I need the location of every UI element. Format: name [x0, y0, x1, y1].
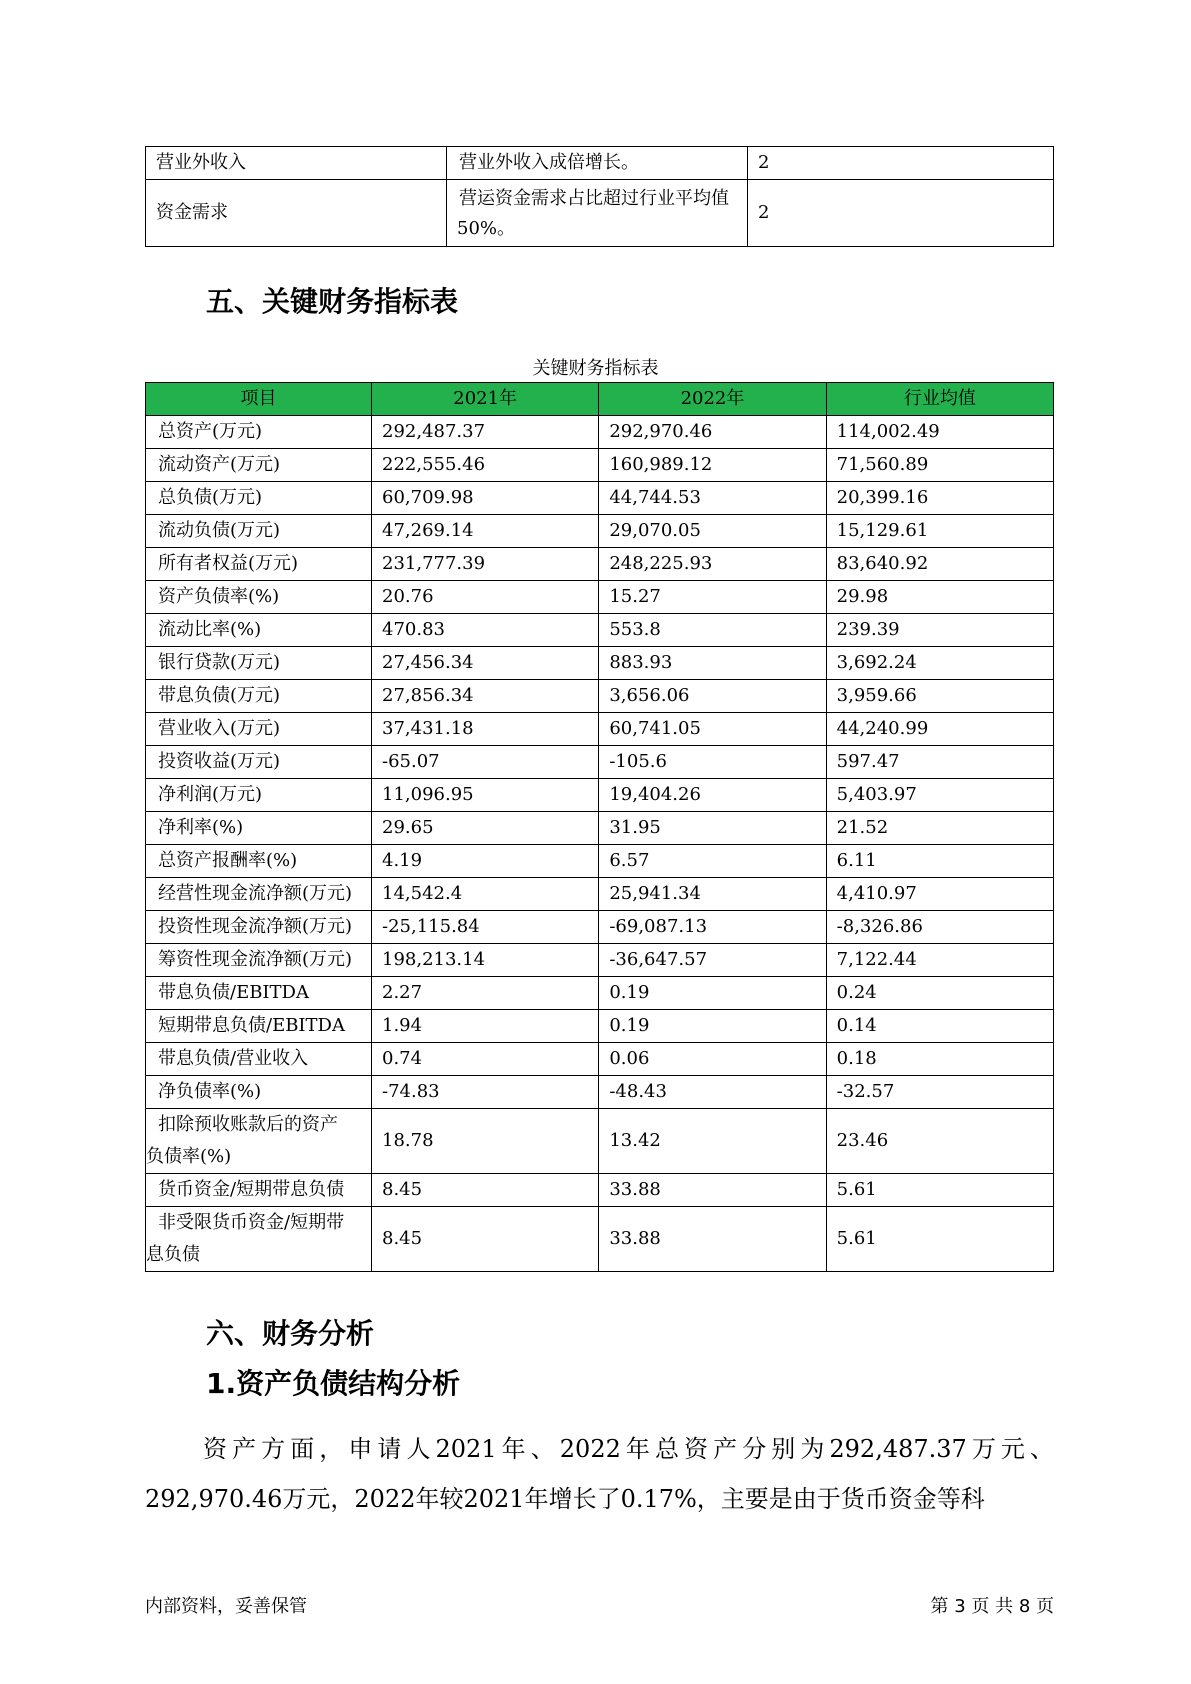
table-row [146, 1207, 1054, 1272]
value-cell-y2021: -25,115.84 [372, 911, 599, 944]
value-cell-y2021: -74.83 [372, 1076, 599, 1109]
value-cell-y2021: 27,856.34 [372, 680, 599, 713]
value-cell-y2022: 31.95 [599, 812, 826, 845]
column-header: 项目 [146, 383, 372, 416]
body-paragraph: 资产方面，申请人2021年、2022年总资产分别为292,487.37万元、292,970.46万元，2022年较2021年增长了0.17%，主要是由于货币资金等科 [145, 1435, 1054, 1513]
value-cell-avg: 3,959.66 [826, 680, 1053, 713]
value-cell-y2021: 60,709.98 [372, 482, 599, 515]
value-cell-avg: 7,122.44 [826, 944, 1053, 977]
value-cell-y2021: 8.45 [372, 1207, 599, 1272]
value-cell-y2021: 198,213.14 [372, 944, 599, 977]
value-cell-y2022: 0.19 [599, 977, 826, 1010]
row-label-line: 非受限货币资金/短期带 [158, 1212, 345, 1233]
section-heading: 五、关键财务指标表 [206, 285, 459, 318]
table-row [146, 1174, 1054, 1207]
value-cell-avg: 44,240.99 [826, 713, 1053, 746]
table-row [146, 911, 1054, 944]
row-label: 货币资金/短期带息负债 [146, 1174, 372, 1207]
row-label: 流动比率(%) [146, 614, 372, 647]
risk-indicator-table [145, 146, 1054, 247]
table-row [146, 515, 1054, 548]
value-cell-y2022: 292,970.46 [599, 416, 826, 449]
value-cell-y2022: 15.27 [599, 581, 826, 614]
value-cell-avg: 23.46 [826, 1109, 1053, 1174]
value-cell-avg: 3,692.24 [826, 647, 1053, 680]
value-cell-y2021: 37,431.18 [372, 713, 599, 746]
value-cell-avg: 0.24 [826, 977, 1053, 1010]
section-heading: 六、财务分析 [206, 1317, 375, 1350]
value-cell-y2022: -36,647.57 [599, 944, 826, 977]
value-cell-y2022: 553.8 [599, 614, 826, 647]
value-cell-y2021: 292,487.37 [372, 416, 599, 449]
row-label: 总资产(万元) [146, 416, 372, 449]
value-cell-y2022: -105.6 [599, 746, 826, 779]
table-row [146, 977, 1054, 1010]
value-cell-y2022: 19,404.26 [599, 779, 826, 812]
table-cell: 2 [748, 147, 1054, 180]
row-label [146, 1207, 372, 1272]
row-label [146, 1109, 372, 1174]
value-cell-avg: 6.11 [826, 845, 1053, 878]
value-cell-y2022: 29,070.05 [599, 515, 826, 548]
value-cell-y2021: 47,269.14 [372, 515, 599, 548]
row-label: 投资性现金流净额(万元) [146, 911, 372, 944]
value-cell-y2022: 25,941.34 [599, 878, 826, 911]
table-row [146, 878, 1054, 911]
table-row [146, 416, 1054, 449]
value-cell-y2022: 13.42 [599, 1109, 826, 1174]
row-label-line: 负债率(%) [146, 1146, 232, 1167]
value-cell-avg: 5.61 [826, 1174, 1053, 1207]
value-cell-avg: 15,129.61 [826, 515, 1053, 548]
page-number: 第 3 页 共 8 页 [930, 1596, 1054, 1617]
column-header: 行业均值 [826, 383, 1053, 416]
row-label-line: 息负债 [146, 1244, 200, 1265]
value-cell-y2022: 883.93 [599, 647, 826, 680]
value-cell-avg: 597.47 [826, 746, 1053, 779]
value-cell-y2021: 2.27 [372, 977, 599, 1010]
value-cell-y2021: -65.07 [372, 746, 599, 779]
value-cell-avg: 0.18 [826, 1043, 1053, 1076]
table-row [146, 614, 1054, 647]
table-row [146, 147, 1054, 180]
value-cell-y2021: 14,542.4 [372, 878, 599, 911]
table-row [146, 1043, 1054, 1076]
table-row [146, 548, 1054, 581]
value-cell-y2022: 6.57 [599, 845, 826, 878]
value-cell-y2021: 4.19 [372, 845, 599, 878]
table-row [146, 1010, 1054, 1043]
row-label: 投资收益(万元) [146, 746, 372, 779]
row-label: 流动资产(万元) [146, 449, 372, 482]
table-row [146, 1076, 1054, 1109]
value-cell-y2022: 0.19 [599, 1010, 826, 1043]
value-cell-avg: 21.52 [826, 812, 1053, 845]
value-cell-y2021: 0.74 [372, 1043, 599, 1076]
row-label: 营业收入(万元) [146, 713, 372, 746]
value-cell-y2021: 1.94 [372, 1010, 599, 1043]
table-row [146, 581, 1054, 614]
value-cell-avg: 71,560.89 [826, 449, 1053, 482]
value-cell-avg: 114,002.49 [826, 416, 1053, 449]
value-cell-y2021: 18.78 [372, 1109, 599, 1174]
table-header-row [146, 383, 1054, 416]
value-cell-avg: 83,640.92 [826, 548, 1053, 581]
row-label: 总负债(万元) [146, 482, 372, 515]
table-row [146, 746, 1054, 779]
value-cell-avg: 20,399.16 [826, 482, 1053, 515]
value-cell-y2021: 20.76 [372, 581, 599, 614]
value-cell-avg: 4,410.97 [826, 878, 1053, 911]
table-row [146, 845, 1054, 878]
value-cell-avg: -32.57 [826, 1076, 1053, 1109]
table-cell: 营业外收入成倍增长。 [447, 147, 748, 180]
table-row [146, 482, 1054, 515]
row-label: 经营性现金流净额(万元) [146, 878, 372, 911]
value-cell-avg: 239.39 [826, 614, 1053, 647]
table-row [146, 779, 1054, 812]
value-cell-y2021: 27,456.34 [372, 647, 599, 680]
value-cell-y2022: 33.88 [599, 1207, 826, 1272]
row-label: 资产负债率(%) [146, 581, 372, 614]
value-cell-y2022: -69,087.13 [599, 911, 826, 944]
value-cell-y2022: 60,741.05 [599, 713, 826, 746]
row-label: 净利润(万元) [146, 779, 372, 812]
table-row [146, 812, 1054, 845]
table-row [146, 647, 1054, 680]
column-header: 2021年 [372, 383, 599, 416]
row-label: 所有者权益(万元) [146, 548, 372, 581]
table-cell: 营运资金需求占比超过行业平均值50%。 [447, 180, 748, 247]
row-label: 净负债率(%) [146, 1076, 372, 1109]
value-cell-avg: 0.14 [826, 1010, 1053, 1043]
row-label: 筹资性现金流净额(万元) [146, 944, 372, 977]
value-cell-y2021: 222,555.46 [372, 449, 599, 482]
value-cell-y2022: 160,989.12 [599, 449, 826, 482]
row-label: 银行贷款(万元) [146, 647, 372, 680]
table-row [146, 713, 1054, 746]
value-cell-y2021: 470.83 [372, 614, 599, 647]
table-caption: 关键财务指标表 [532, 358, 659, 379]
table-cell: 2 [748, 180, 1054, 247]
value-cell-y2022: 3,656.06 [599, 680, 826, 713]
row-label: 带息负债/营业收入 [146, 1043, 372, 1076]
value-cell-y2021: 8.45 [372, 1174, 599, 1207]
value-cell-avg: 29.98 [826, 581, 1053, 614]
row-label: 短期带息负债/EBITDA [146, 1010, 372, 1043]
table-row [146, 1109, 1054, 1174]
table-cell: 资金需求 [146, 180, 447, 247]
value-cell-y2022: 0.06 [599, 1043, 826, 1076]
value-cell-y2022: 44,744.53 [599, 482, 826, 515]
value-cell-y2022: 33.88 [599, 1174, 826, 1207]
value-cell-y2021: 231,777.39 [372, 548, 599, 581]
row-label-line: 扣除预收账款后的资产 [158, 1114, 338, 1135]
value-cell-avg: 5,403.97 [826, 779, 1053, 812]
table-row [146, 449, 1054, 482]
table-cell: 营业外收入 [146, 147, 447, 180]
value-cell-y2022: -48.43 [599, 1076, 826, 1109]
value-cell-avg: -8,326.86 [826, 911, 1053, 944]
table-row [146, 944, 1054, 977]
row-label: 流动负债(万元) [146, 515, 372, 548]
column-header: 2022年 [599, 383, 826, 416]
row-label: 总资产报酬率(%) [146, 845, 372, 878]
row-label: 净利率(%) [146, 812, 372, 845]
value-cell-y2022: 248,225.93 [599, 548, 826, 581]
value-cell-avg: 5.61 [826, 1207, 1053, 1272]
sub-heading: 1.资产负债结构分析 [206, 1367, 461, 1400]
row-label: 带息负债(万元) [146, 680, 372, 713]
table-row [146, 180, 1054, 247]
value-cell-y2021: 29.65 [372, 812, 599, 845]
table-row [146, 680, 1054, 713]
value-cell-y2021: 11,096.95 [372, 779, 599, 812]
footer-note: 内部资料，妥善保管 [145, 1596, 307, 1617]
kpi-table [145, 382, 1054, 1272]
row-label: 带息负债/EBITDA [146, 977, 372, 1010]
